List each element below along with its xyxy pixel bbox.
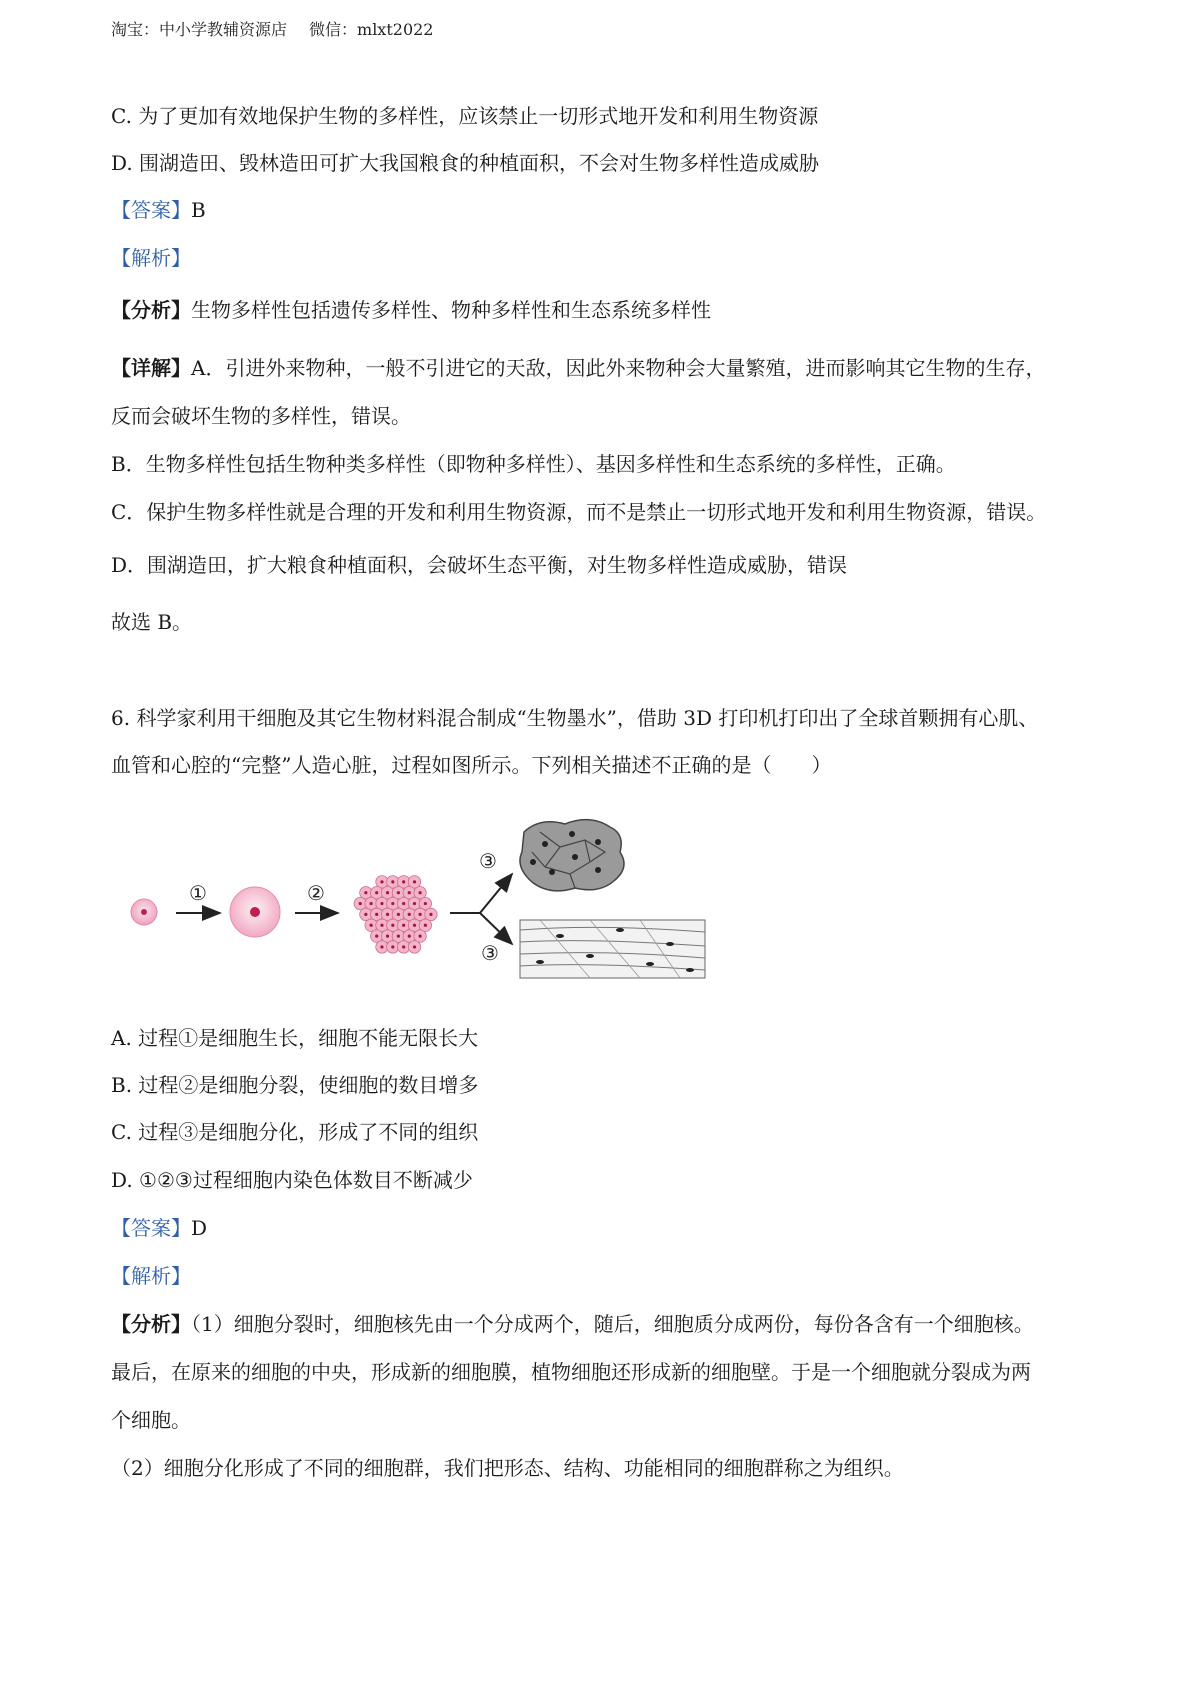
q5-option-c: C. 为了更加有效地保护生物的多样性，应该禁止一切形式地开发和利用生物资源 — [111, 104, 819, 128]
small-cell-icon — [131, 899, 157, 925]
analysis-tag: 【解析】 — [111, 246, 191, 270]
dividing-cells-cluster-icon — [354, 876, 437, 954]
shop-name: 淘宝：中小学教辅资源店 — [111, 20, 288, 39]
q6-option-a: A. 过程①是细胞生长，细胞不能无限长大 — [111, 1026, 479, 1050]
q5-fenxi — [111, 296, 711, 324]
analysis-tag: 【解析】 — [111, 1264, 191, 1288]
q5-xiangjie-b: B．生物多样性包括生物种类多样性（即物种多样性）、基因多样性和生态系统的多样性，正确。 — [111, 452, 956, 476]
fenxi-text: 生物多样性包括遗传多样性、物种多样性和生态系统多样性 — [191, 298, 711, 322]
q6-fenxi-line4: （2）细胞分化形成了不同的细胞群，我们把形态、结构、功能相同的细胞群称之为组织。 — [111, 1456, 904, 1480]
branch-arrows-icon — [450, 874, 512, 944]
step3-bottom-label: ③ — [481, 941, 499, 965]
answer-value: B — [191, 198, 206, 222]
grown-cell-icon — [230, 887, 280, 937]
q5-xiangjie-c: C．保护生物多样性就是合理的开发和利用生物资源，而不是禁止一切形式地开发和利用生物资源，错误。 — [111, 500, 1047, 524]
answer-tag: 【答案】 — [111, 198, 191, 222]
q6-analysis-heading — [111, 1262, 191, 1290]
q6-answer — [111, 1214, 207, 1242]
answer-tag: 【答案】 — [111, 1216, 191, 1240]
q5-analysis-heading — [111, 244, 191, 272]
q6-fenxi-line2: 最后，在原来的细胞的中央，形成新的细胞膜，植物细胞还形成新的细胞壁。于是一个细胞就分裂成为两 — [111, 1360, 1031, 1384]
epithelial-tissue-icon — [520, 820, 624, 891]
q6-stem-line2: 血管和心腔的“完整”人造心脏，过程如图所示。下列相关描述不正确的是（ ） — [111, 753, 832, 777]
step2-label: ② — [307, 881, 325, 905]
q5-xiangjie-line2: 反而会破坏生物的多样性，错误。 — [111, 404, 411, 428]
q5-xiangjie-line1 — [111, 354, 1045, 382]
q5-answer — [111, 196, 206, 224]
page-header — [111, 17, 433, 40]
q6-option-b: B. 过程②是细胞分裂，使细胞的数目增多 — [111, 1073, 479, 1097]
q5-option-d: D. 围湖造田、毁林造田可扩大我国粮食的种植面积，不会对生物多样性造成威胁 — [111, 151, 820, 175]
xiangjie-text: A．引进外来物种，一般不引进它的天敌，因此外来物种会大量繁殖，进而影响其它生物的生存， — [191, 356, 1046, 380]
q5-xiangjie-d: D．围湖造田，扩大粮食种植面积，会破坏生态平衡，对生物多样性造成威胁，错误 — [111, 553, 848, 577]
cell-process-diagram — [120, 812, 710, 982]
q6-fenxi-line3: 个细胞。 — [111, 1408, 191, 1432]
q5-conclusion: 故选 B。 — [111, 610, 193, 634]
q6-stem-line1: 6. 科学家利用干细胞及其它生物材料混合制成“生物墨水”，借助 3D 打印机打印出了全球首颗拥有心肌、 — [111, 706, 1039, 730]
q6-option-c: C. 过程③是细胞分化，形成了不同的组织 — [111, 1120, 479, 1144]
xiangjie-tag: 【详解】 — [111, 356, 191, 380]
fenxi-tag: 【分析】 — [111, 298, 191, 322]
step1-label: ① — [189, 881, 207, 905]
step3-top-label: ③ — [479, 849, 497, 873]
q6-option-d: D. ①②③过程细胞内染色体数目不断减少 — [111, 1168, 473, 1192]
answer-value: D — [191, 1216, 208, 1240]
q6-fenxi-line1 — [111, 1310, 1034, 1338]
fenxi-tag: 【分析】 — [111, 1312, 191, 1336]
fenxi-text: （1）细胞分裂时，细胞核先由一个分成两个，随后，细胞质分成两份，每份各含有一个细胞核。 — [191, 1312, 1034, 1336]
wechat-id: 微信：mlxt2022 — [309, 20, 434, 39]
muscle-tissue-icon — [520, 920, 705, 978]
